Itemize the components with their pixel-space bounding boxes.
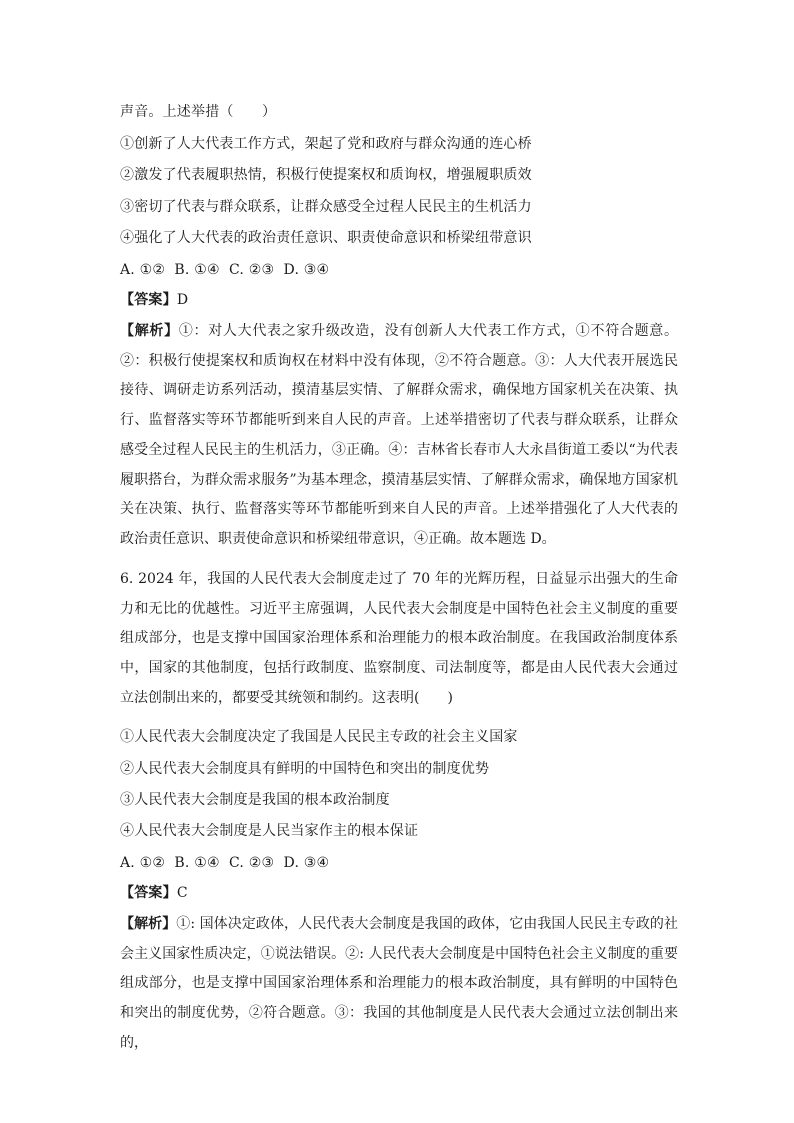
q5-option-4: ④强化了人大代表的政治责任意识、职责使命意识和桥梁纽带意识 <box>120 230 532 246</box>
answer-value: D <box>176 292 189 308</box>
q6-choices: A. ①② B. ①④ C. ②③ D. ③④ <box>120 855 330 871</box>
q6-analysis <box>120 910 678 1059</box>
analysis-text: ①: 国体决定政体，人民代表大会制度是我国的政体，它由我国人民民主专政的社会主义国家性质决定，①说法错误。②: 人民代表大会制度是中国特色社会主义制度的重要组成部分，也是支撑中国国家治理体系和治理能力的根本政治制度，具有鲜明的中国特色和突出的制度优势，②符合题意。③：我国的其他制度是人民代表大会通过立法创制出来的， <box>120 916 678 1051</box>
q6-answer <box>120 884 188 902</box>
q5-choices: A. ①② B. ①④ C. ②③ D. ③④ <box>120 262 330 278</box>
answer-label: 【答案】 <box>120 885 177 901</box>
analysis-text: ①：对人大代表之家升级改造，没有创新人大代表工作方式，①不符合题意。②：积极行使提案权和质询权在材料中没有体现，②不符合题意。③：人大代表开展选民接待、调研走访系列活动，摸清基层实情、了解群众需求，确保地方国家机关在决策、执行、监督落实等环节都能听到来自人民的声音。上述举措密切了代表与群众联系，让群众感受全过程人民民主的生机活力，③正确。④：吉林省长春市人大永昌街道工委以“为代表履职搭台，为群众需求服务”为基本理念，摸清基层实情、了解群众需求，确保地方国家机关在决策、执行、监督落实等环节都能听到来自人民的声音。上述举措强化了人大代表的政治责任意识、职责使命意识和桥梁纽带意识，④正确。故本题选 D。 <box>120 323 678 547</box>
q5-option-1: ①创新了人大代表工作方式，架起了党和政府与群众沟通的连心桥 <box>120 136 532 152</box>
analysis-label: 【解析】 <box>120 916 177 932</box>
q6-option-3: ③人民代表大会制度是我国的根本政治制度 <box>120 792 390 808</box>
answer-label: 【答案】 <box>120 292 177 308</box>
q6-option-4: ④人民代表大会制度是人民当家作主的根本保证 <box>120 823 419 839</box>
q6-option-2: ②人民代表大会制度具有鲜明的中国特色和突出的制度优势 <box>120 761 490 777</box>
q5-stem-tail: 声音。上述举措（ ） <box>120 104 277 120</box>
q6-stem: 6. 2024 年，我国的人民代表大会制度走过了 70 年的光辉历程，日益显示出强大的生命力和无比的优越性。习近平主席强调，人民代表大会制度是中国特色社会主义制度的重要组成部分，也是支撑中国国家治理体系和治理能力的根本政治制度。在我国政治制度体系中，国家的其他制度，包括行政制度、监察制度、司法制度等，都是由人民代表大会通过立法创制出来的，都要受其统领和制约。这表明( ) <box>120 571 678 706</box>
analysis-label: 【解析】 <box>120 323 179 339</box>
q6-option-1: ①人民代表大会制度决定了我国是人民民主专政的社会主义国家 <box>120 729 518 745</box>
answer-value: C <box>176 885 188 901</box>
q5-analysis <box>120 317 678 555</box>
q5-option-3: ③密切了代表与群众联系，让群众感受全过程人民民主的生机活力 <box>120 199 532 215</box>
q5-option-2: ②激发了代表履职热情，积极行使提案权和质询权，增强履职质效 <box>120 167 532 183</box>
q5-answer <box>120 291 188 309</box>
